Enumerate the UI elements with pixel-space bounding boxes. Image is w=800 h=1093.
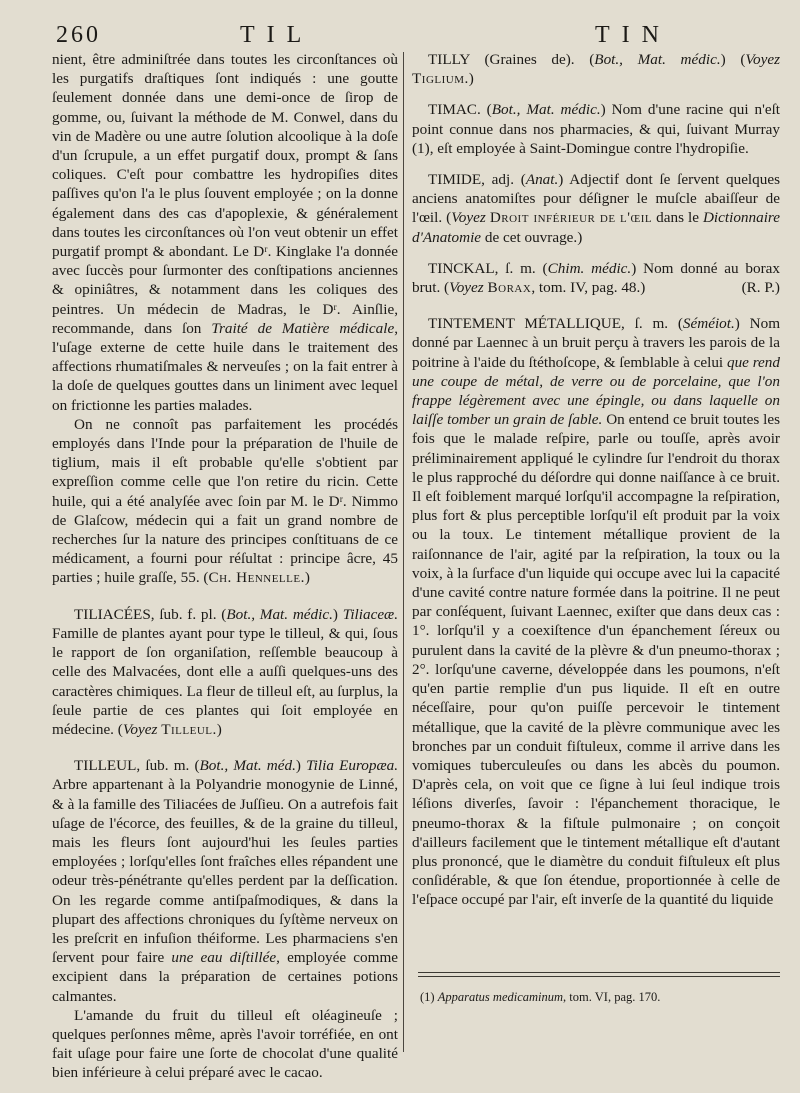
entry-headword: TILLEUL (74, 757, 137, 775)
entry-headword: TIMIDE (428, 171, 482, 189)
running-head (50, 22, 782, 52)
entry-headword: TINCKAL (428, 259, 495, 277)
paragraph-tiglium-preparation: On ne connoît pas parfaitement les procédés employés dans l'Inde pour la préparation de l'huile de tiglium, mais il eſt probable qu'elle s'obtient par expreſſion comme celle que l'on retire du ricin. Cette huile, qui a été analyſée avec ſoin par M. le Dʳ. Nimmo de Glaſcow, médecin qui a fait un grand nombre de recherches ſur la nature des principes conſtituans de ce médicament, a fourni pour réſultat : principe âcre, 45 parties ; huile graſſe, 55. (Ch. Hennelle.) (52, 415, 398, 587)
right-column (412, 50, 780, 910)
left-column (52, 50, 398, 1083)
entry-headword: TILIACÉES (74, 605, 151, 623)
entry-tinckal: TINCKAL, ſ. m. (Chim. médic.) Nom donné au borax brut. (Voyez Borax, tom. IV, pag. 48.) (R. P.) (412, 259, 781, 297)
right-running-title: TIN (595, 22, 671, 48)
entry-timide: TIMIDE, adj. (Anat.) Adjectif dont ſe ſervent quelques anciens anatomiſtes pour déſigner le muſcle abaiſſeur de l'œil. (Voyez Droit inférieur de l'œil dans le Dictionnaire d'Anatomie de cet ouvrage.) (412, 171, 781, 246)
entry-headword: TILLY (428, 51, 470, 68)
entry-tilleul: TILLEUL, ſub. m. (Bot., Mat. méd.) Tilia Europæa. Arbre appartenant à la Polyandrie monogynie de Linné, & à la famille des Tiliacées de Juſſieu. On a autrefois fait uſage de l'écorce, des feuilles, & de la graine du tilleul, mais les fleurs ſont aujourd'hui les ſeules parties employées ; lorſqu'elles ſont fraîches elles répandent une odeur très-pénétrante qu'elles perdent par la deſſication. On les regarde comme antiſpaſmodiques, & dans la plupart des affections chroniques du ſyſtème nerveux on les preſcrit en infuſion théiforme. Les pharmaciens s'en ſervent pour faire une eau diſtillée, employée comme excipient dans la préparation de certaines potions calmantes. (52, 757, 399, 1005)
entry-tiliacees: TILIACÉES, ſub. f. pl. (Bot., Mat. médic.) Tiliaceæ. Famille de plantes ayant pour type le tilleul, & qui, ſous le rapport de ſon organiſation, reſſemble beaucoup à celle des Malvacées, dont elle a auſſi quelques-uns des caractères chimiques. La fleur de tilleul eſt, au ſurplus, la ſeule partie de ces plantes qui ſoit employée en médecine. (Voyez Tilleul.) (52, 605, 398, 738)
paragraph-tiglium-continued: nient, être adminiſtrée dans toutes les circonſtances où les purgatifs draſtiques ſont indiqués : une goutte ſeulement donnée dans une demi-once de ſirop de gomme, ou, ſuivant la méthode de M. Conwel, dans du vin de Madère ou une autre ſolution alcoolique à la doſe d'un ſcrupule, a un effet purgatif doux, prompt & ſans coliques. C'eſt pour combattre les hydropiſies dites paſſives qu'on l'a le plus ſouvent employée ; on la donne également dans des cas d'apoplexie, & généralement dans toutes les circonſtances où l'on veut obtenir un effet purgatif prompt & abondant. Le Dʳ. Kinglake l'a donnée avec ſuccès pour ſurmonter des conſtipations anciennes & opiniâtres, & notamment dans les coliques des peintres. Un médecin de Madras, le Dʳ. Ainſlie, recommande, dans ſon Traité de Matière médicale, l'uſage externe de cette huile dans le traitement des affections rhumatiſmales & nerveuſes ; on la fait entrer à la doſe de quelques gouttes dans un liniment avec lequel on frictionne les parties malades. (52, 51, 398, 414)
entry-tilly: TILLY (Graines de). (Bot., Mat. médic.) (Voyez Tiglium.) (412, 51, 780, 88)
entry-headword: TIMAC (428, 101, 477, 119)
footnote-rule (418, 972, 780, 973)
author-signature: (R. P.) (741, 279, 780, 297)
footnote: (1) Apparatus medicaminum, tom. VI, pag. 170. (420, 990, 661, 1004)
page-number: 260 (56, 22, 101, 48)
paragraph-tilleul-amande: L'amande du fruit du tilleul eſt oléagineuſe ; quelques perſonnes même, après l'avoir torréfiée, en ont fait uſage pour faire une ſorte de chocolat d'une qualité bien inférieure à celui préparé avec le cacao. (52, 1006, 398, 1082)
entry-timac: TIMAC. (Bot., Mat. médic.) Nom d'une racine qui n'eſt point connue dans nos pharmacies, & qui, ſuivant Murray (1), eſt employée à Saint-Domingue contre l'hydropiſie. (412, 101, 781, 157)
footnote-rule-second (418, 976, 780, 977)
column-divider (403, 52, 404, 1052)
entry-tintement-metallique: TINTEMENT MÉTALLIQUE, ſ. m. (Séméiot.) Nom donné par Laennec à un bruit perçu à travers les parois de la poitrine à l'aide du ſtéthoſcope, & ſemblable à celui que rend une coupe de métal, de verre ou de porcelaine, que l'on frappe légèrement avec une épingle, ou dans laquelle on laiſſe tomber un grain de ſable. On entend ce bruit toutes les fois que le malade reſpire, parle ou touſſe, après avoir préliminairement appliqué le cylindre ſur l'endroit du thorax le plus rapproché du déſordre qui donne naiſſance à ce bruit. Il eſt foiblement marqué lorſqu'il accompagne la reſpiration, plus fort & plus perceptible lorſqu'il eſt produit par la voix ou la toux. Le tintement métallique provient de la raiſonnance de l'air, agité par la reſpiration, la toux ou la voix, à la ſurface d'un liquide qui occupe avec lui la capacité d'une cavité contre nature formée dans la poitrine. Il ne peut par conſéquent, ſuivant Laennec, exiſter que dans deux cas : 1°. lorſqu'il y a coexiſtence d'un épanchement ſéreux ou purulent dans la cavité de la plèvre & d'un pneumo-thorax ; 2°. lorſqu'une caverne, développée dans les poumons, n'eſt qu'en partie remplie d'un pus liquide. Il eſt en outre néceſſaire, pour qu'on puiſſe percevoir le tintement métallique, que la cavité de la plèvre communique avec les bronches par un conduit fiſtuleux, comme il arrive dans les vomiques tuberculeuſes ou dans les abcès du poumon. D'après cela, on voit que ce ſigne à lui ſeul indique trois léſions diverſes, ſavoir : l'épanchement thoracique, le pneumo-thorax & la fiſtule pulmonaire ; on conçoit d'ailleurs facilement que le tintement métallique eſt d'autant plus prononcé, que le diamètre du conduit fiſtuleux eſt plus conſidérable, & que ſon étendue, proportionnée à celle de l'eſpace occupé par l'air, eſt inverſe de la quantité du liquide (412, 315, 781, 909)
entry-headword: TINTEMENT MÉTALLIQUE (428, 315, 622, 333)
left-running-title: TIL (240, 22, 314, 48)
